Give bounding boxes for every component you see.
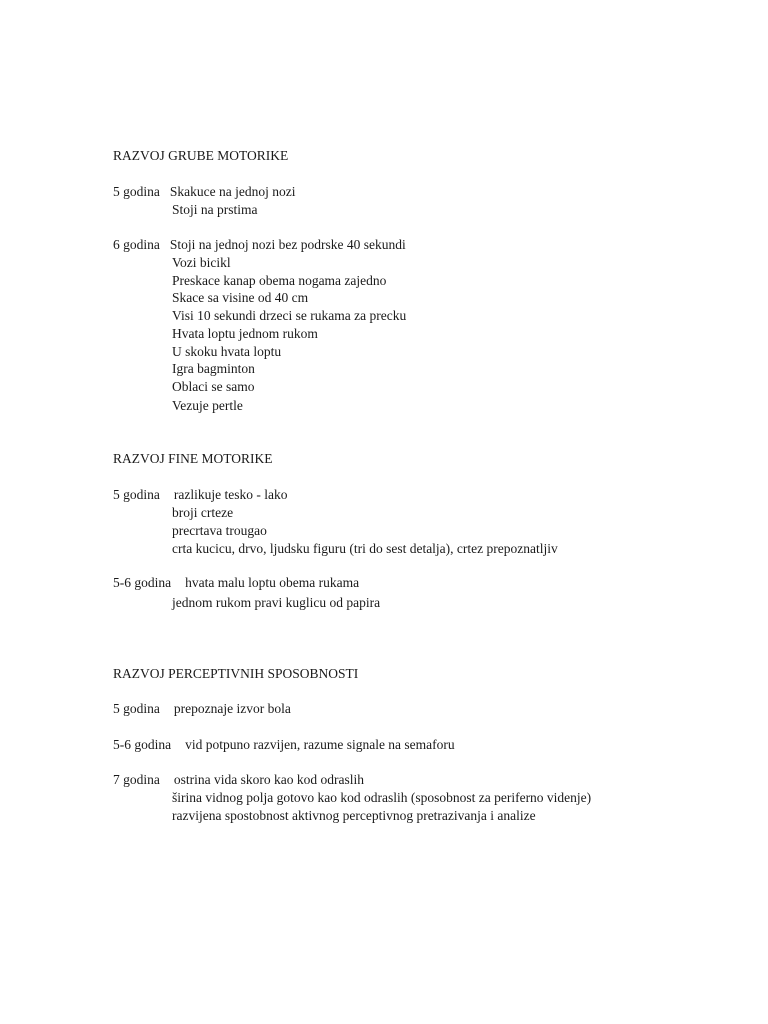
milestone-text: vid potpuno razvijen, razume signale na semaforu [185, 737, 455, 752]
milestone-item: Vozi bicikl [172, 255, 231, 270]
milestone-item: Skace sa visine od 40 cm [172, 290, 309, 305]
milestone-text: Skakuce na jednoj nozi [169, 184, 296, 199]
milestone-item: Igra bagminton [172, 361, 255, 376]
group-line [113, 486, 287, 503]
milestone-item: Vezuje pertle [172, 398, 243, 413]
milestone-text: Stoji na jednoj nozi bez podrske 40 sekundi [169, 237, 406, 252]
group-line [113, 574, 359, 591]
group-line [113, 736, 455, 753]
milestone-item: jednom rukom pravi kuglicu od papira [172, 595, 381, 610]
milestone-item: Oblaci se samo [172, 379, 255, 394]
section-heading: RAZVOJ PERCEPTIVNIH SPOSOBNOSTI [113, 666, 359, 681]
age-label: 5-6 godina [113, 737, 172, 752]
milestone-item: Preskace kanap obema nogama zajedno [172, 273, 387, 288]
age-label: 6 godina [113, 237, 160, 252]
milestone-item: širina vidnog polja gotovo kao kod odraslih (sposobnost za periferno videnje) [172, 790, 592, 805]
milestone-item: precrtava trougao [172, 523, 267, 538]
age-label: 7 godina [113, 772, 160, 787]
group-line [113, 700, 291, 717]
group-line [113, 236, 406, 253]
group-line [113, 771, 364, 788]
milestone-item: Stoji na prstima [172, 202, 258, 217]
milestone-text: prepoznaje izvor bola [173, 701, 291, 716]
section-heading: RAZVOJ GRUBE MOTORIKE [113, 148, 289, 163]
milestone-text: ostrina vida skoro kao kod odraslih [173, 772, 364, 787]
milestone-text: hvata malu loptu obema rukama [185, 575, 360, 590]
milestone-item: razvijena spostobnost aktivnog perceptivnog pretrazivanja i analize [172, 808, 536, 823]
milestone-item: crta kucicu, drvo, ljudsku figuru (tri do sest detalja), crtez prepoznatljiv [172, 541, 558, 556]
age-label: 5 godina [113, 184, 160, 199]
milestone-item: U skoku hvata loptu [172, 344, 282, 359]
age-label: 5 godina [113, 701, 160, 716]
age-label: 5 godina [113, 487, 160, 502]
group-line [113, 183, 295, 200]
milestone-text: razlikuje tesko - lako [173, 487, 288, 502]
milestone-item: Hvata loptu jednom rukom [172, 326, 318, 341]
milestone-item: broji crteze [172, 505, 234, 520]
section-heading: RAZVOJ FINE MOTORIKE [113, 451, 273, 466]
age-label: 5-6 godina [113, 575, 172, 590]
milestone-item: Visi 10 sekundi drzeci se rukama za precku [172, 308, 407, 323]
